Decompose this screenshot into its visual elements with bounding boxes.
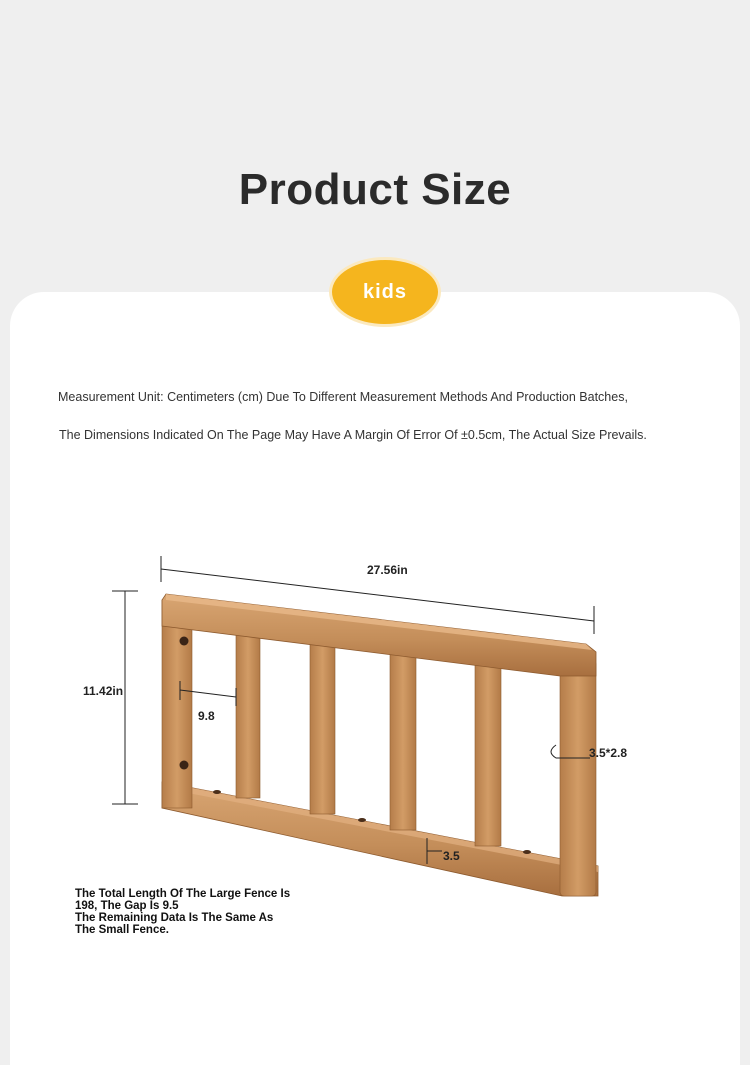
kids-badge: kids (332, 260, 438, 324)
fence-slat (236, 628, 260, 798)
fence-slat (310, 642, 335, 814)
footnote-line: The Remaining Data Is The Same As (75, 912, 274, 924)
length-label: 27.56in (367, 563, 408, 577)
footnote-line: The Small Fence. (75, 924, 169, 936)
fence-illustration (162, 594, 598, 896)
fence-slat (475, 662, 501, 846)
fence-right-post (560, 660, 596, 896)
page-title: Product Size (238, 165, 512, 214)
fence-slat (390, 652, 416, 830)
gap-label: 9.8 (198, 709, 215, 723)
footnote-line: The Total Length Of The Large Fence Is (75, 888, 291, 900)
rail-size-label: 3.5 (443, 849, 460, 863)
post-size-label: 3.5*2.8 (589, 746, 628, 760)
large-fence-footnote (75, 888, 305, 936)
measurement-note-line-1: Measurement Unit: Centimeters (cm) Due To Different Measurement Methods And Production Batches, (58, 390, 628, 404)
fence-left-post (162, 600, 192, 808)
measurement-note-line-2: The Dimensions Indicated On The Page May Have A Margin Of Error Of ±0.5cm, The Actual Size Prevails. (59, 428, 647, 442)
height-label: 11.42in (83, 684, 124, 698)
footnote-line: 198, The Gap Is 9.5 (75, 900, 179, 912)
